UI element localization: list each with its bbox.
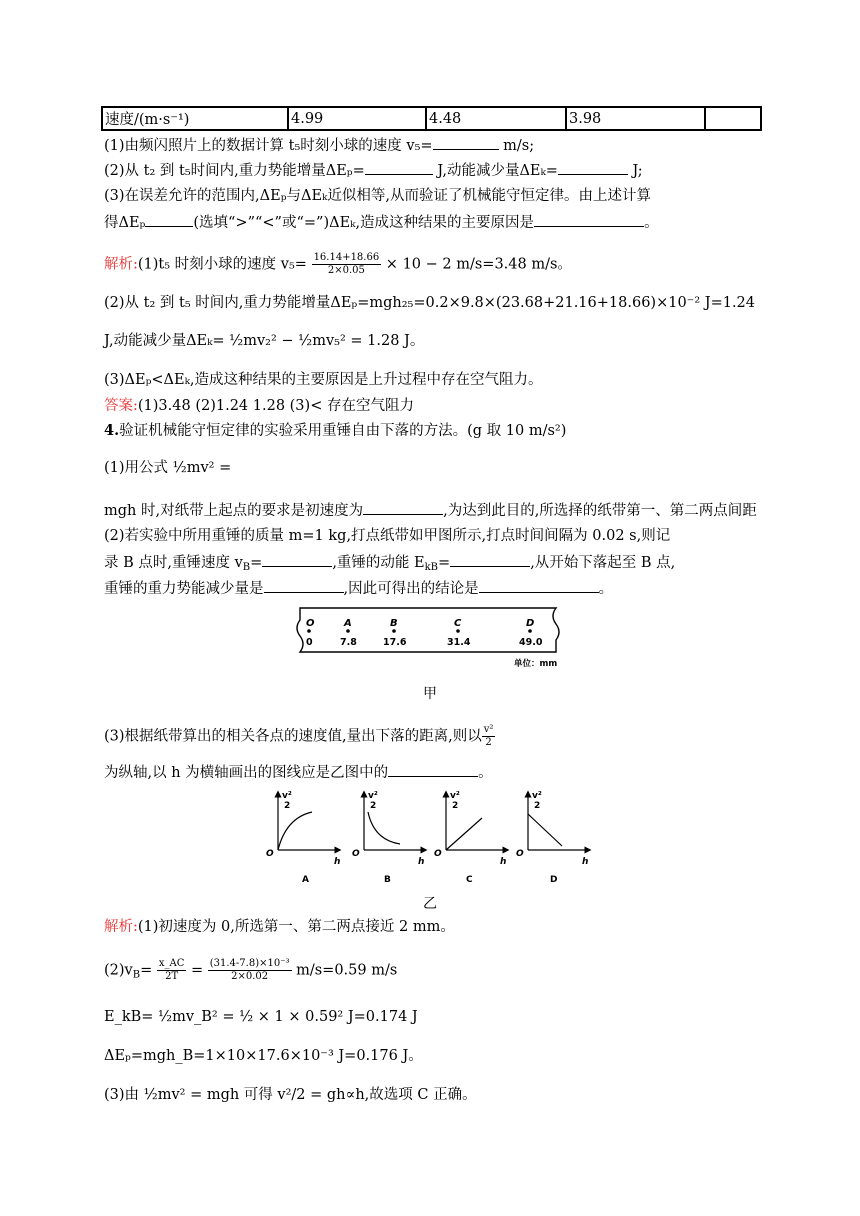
- fraction: $\frac{x\_AC}{2T}$: [158, 958, 185, 982]
- answer-blank: [450, 552, 530, 567]
- q4-part1: (1)用公式 ½mv² =: [104, 460, 232, 476]
- svg-text:2: 2: [534, 801, 541, 811]
- tape-value: 17.6: [383, 637, 407, 648]
- svg-text:h: h: [334, 857, 341, 867]
- sol4-line2: $(2)v_B=$ $\frac{x\_AC}{2T}$ = $\frac{\text{(31.4-7.8)×10⁻³}}{2\times 0.02}$ m/s=0.59 m/s: [104, 958, 398, 982]
- svg-text:h: h: [418, 857, 425, 867]
- graph-options-figure: [262, 788, 602, 888]
- svg-text:2: 2: [452, 801, 459, 811]
- graph-option-c: [434, 791, 506, 885]
- sol4-line5: (3)由 ½mv² = mgh 可得 v²/2 = gh∝h,故选项 C 正确。: [104, 1087, 477, 1103]
- answer-blank: [534, 212, 644, 227]
- answer-line: 答案:(1)3.48 (2)1.24 1.28 (3)< 存在空气阻力: [104, 398, 414, 414]
- svg-text:2: 2: [370, 801, 377, 811]
- graph-option-label: C: [466, 875, 473, 885]
- solution-label: 解析:: [104, 919, 138, 935]
- table-header-cell: 速度/(m·s⁻¹): [102, 107, 288, 130]
- q4-title: 4.验证机械能守恒定律的实验采用重锤自由下落的方法。(g 取 10 m/s²): [104, 422, 567, 439]
- svg-text:O: O: [266, 849, 274, 859]
- graph-option-label: A: [302, 875, 309, 885]
- q4-part2: (2)若实验中所用重锤的质量 m=1 kg,打点纸带如甲图所示,打点时间间隔为 0.02 s,则记: [104, 528, 671, 544]
- svg-text:O: O: [352, 849, 360, 859]
- q4-part3: (3)根据纸带算出的相关各点的速度值,量出下落的距离,则以 $\frac{\text{v²}}{2}$: [104, 724, 494, 748]
- svg-text:v²: v²: [532, 791, 542, 801]
- q3-part3-cont: 得ΔEₚ (选填“>”“<”或“=”)ΔEₖ,造成这种结果的主要原因是 。: [104, 212, 659, 233]
- q4-part2-cont: 录 B 点时,重锤速度 $v_B=$ ,重锤的动能 $E_{kB}=$ ,从开始下落起至 B 点,: [104, 552, 675, 578]
- svg-text:O: O: [516, 849, 524, 859]
- q3-part2: (2)从 t₂ 到 t₅时间内,重力势能增量ΔEₚ= J,动能减少量ΔEₖ= J;: [104, 160, 643, 181]
- svg-text:v²: v²: [282, 791, 292, 801]
- graph-option-label: D: [550, 875, 558, 885]
- table-cell: 3.98: [566, 107, 705, 130]
- tape-unit: 单位：mm: [514, 659, 558, 669]
- tape-dot: [307, 629, 311, 633]
- q4-part2-cont2: 重锤的重力势能减少量是 ,因此可得出的结论是 。: [104, 578, 613, 599]
- tape-value: 7.8: [340, 637, 357, 648]
- solution-label: 解析:: [104, 256, 138, 273]
- sol4-line4: ΔEₚ=mgh_B=1×10×17.6×10⁻³ J=0.176 J。: [104, 1048, 423, 1064]
- answer-blank: [365, 160, 433, 175]
- table-cell: 4.48: [426, 107, 566, 130]
- tape-dot: [346, 629, 350, 633]
- tape-point-label: B: [390, 618, 398, 629]
- table-cell: 4.99: [288, 107, 426, 130]
- answer-blank: [262, 552, 332, 567]
- tape-dot: [392, 629, 396, 633]
- tape-value: 31.4: [447, 637, 471, 648]
- svg-text:O: O: [434, 849, 442, 859]
- svg-text:v²: v²: [450, 791, 460, 801]
- table-row: [102, 107, 761, 130]
- sol3-line2: (2)从 t₂ 到 t₅ 时间内,重力势能增量ΔEₚ=mgh₂₅=0.2×9.8×(23.68+21.16+18.66)×10⁻² J=1.24: [104, 295, 755, 311]
- answer-blank: [558, 160, 628, 175]
- tape-point-label: D: [526, 618, 535, 629]
- sol3-line1: 解析:(1)t₅ 时刻小球的速度 v₅= $\frac{16.14+18.66}{2\times 0.05}$ × 10 − 2 m/s=3.48 m/s。: [104, 252, 572, 276]
- answer-blank: [363, 500, 443, 515]
- sol3-line3: J,动能减少量ΔEₖ= ½mv₂² − ½mv₅² = 1.28 J。: [104, 333, 425, 349]
- tape-point-label: C: [454, 618, 462, 629]
- svg-text:2: 2: [284, 801, 291, 811]
- tape-dot: [456, 629, 460, 633]
- figure-caption: 甲: [423, 686, 437, 702]
- fraction: $\frac{\text{v²}}{2}$: [483, 724, 494, 748]
- sol4-line3: E_kB= ½mv_B² = ½ × 1 × 0.59² J=0.174 J: [104, 1009, 418, 1025]
- q4-part1-cont: mgh 时,对纸带上起点的要求是初速度为 ,为达到此目的,所选择的纸带第一、第二两点间距: [104, 500, 757, 521]
- fraction: $\frac{16.14+18.66}{2\times 0.05}$: [313, 252, 380, 276]
- table-cell: [705, 107, 761, 130]
- figure-caption: 乙: [423, 896, 437, 912]
- graph-option-d: [516, 791, 588, 885]
- answer-blank: [388, 762, 478, 777]
- answer-blank: [145, 212, 193, 227]
- answer-blank: [264, 578, 344, 593]
- speed-table: [101, 106, 762, 131]
- tape-value: 49.0: [519, 637, 543, 648]
- graph-option-label: B: [384, 875, 391, 885]
- tape-value: 0: [306, 637, 313, 648]
- q3-part1: (1)由频闪照片上的数据计算 t₅时刻小球的速度 v₅= m/s;: [104, 135, 534, 156]
- svg-text:h: h: [500, 857, 507, 867]
- svg-text:h: h: [582, 857, 589, 867]
- answer-blank: [479, 578, 599, 593]
- q3-part3: (3)在误差允许的范围内,ΔEₚ与ΔEₖ近似相等,从而验证了机械能守恒定律。由上述计算: [104, 188, 651, 204]
- tape-dot: [528, 629, 532, 633]
- tape-point-label: A: [344, 618, 352, 629]
- answer-label: 答案:: [104, 398, 138, 414]
- svg-text:v²: v²: [368, 791, 378, 801]
- sol3-line4: (3)ΔEₚ<ΔEₖ,造成这种结果的主要原因是上升过程中存在空气阻力。: [104, 372, 543, 388]
- paper-tape-figure: [286, 604, 576, 672]
- graph-option-a: [266, 791, 340, 885]
- q4-part3-cont: 为纵轴,以 h 为横轴画出的图线应是乙图中的 。: [104, 762, 493, 783]
- answer-blank: [433, 135, 499, 150]
- graph-option-b: [352, 791, 424, 885]
- sol4-line1: 解析:(1)初速度为 0,所选第一、第二两点接近 2 mm。: [104, 919, 455, 935]
- tape-point-label: O: [306, 618, 315, 629]
- fraction: $\frac{\text{(31.4-7.8)×10⁻³}}{2\times 0.02}$: [209, 958, 290, 982]
